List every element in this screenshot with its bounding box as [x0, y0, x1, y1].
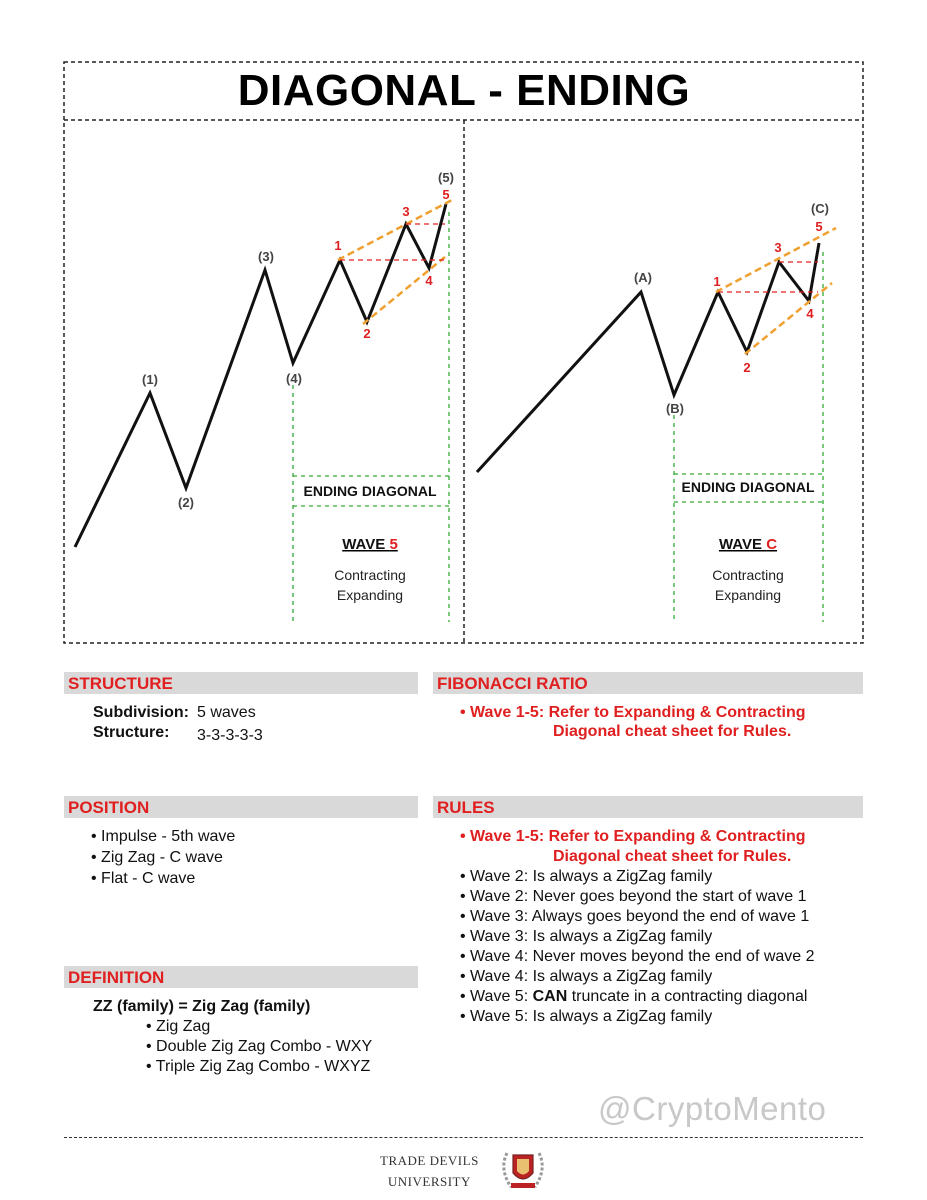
rule-emphasis: CAN — [532, 988, 568, 1005]
definition-item: • Double Zig Zag Combo - WXY — [146, 1038, 373, 1055]
wave-label-b: (B) — [665, 401, 685, 416]
logo-text — [380, 1150, 479, 1192]
sub-wave-label-4: 4 — [806, 306, 814, 321]
sub-wave-label-1: 1 — [334, 238, 342, 253]
definition-lead: ZZ (family) = Zig Zag (family) — [93, 998, 311, 1015]
rule-prefix: • Wave 5: — [460, 988, 533, 1005]
definition-heading: DEFINITION — [68, 968, 165, 987]
sub-wave-label-2: 2 — [363, 326, 371, 341]
position-item: • Impulse - 5th wave — [91, 828, 236, 845]
left-channel-lines — [338, 200, 452, 324]
footer-divider — [64, 1137, 863, 1138]
laurel-crest-icon — [497, 1143, 549, 1195]
definition-heading-bar — [64, 966, 418, 988]
rule-item: • Wave 2: Never goes beyond the start of wave 1 — [460, 888, 807, 905]
wave-label-a: (A) — [633, 270, 653, 285]
wave-prefix: WAVE — [718, 536, 767, 553]
type-contracting: Contracting — [712, 567, 784, 583]
rules-heading: RULES — [437, 798, 495, 817]
position-item: • Flat - C wave — [91, 870, 196, 887]
definition-item: • Triple Zig Zag Combo - WXYZ — [146, 1058, 371, 1075]
sub-wave-label-5: 5 — [815, 219, 823, 234]
page-title: DIAGONAL - ENDING — [237, 66, 691, 115]
rules-heading-bar — [433, 796, 863, 818]
fibonacci-line-1: • Wave 1-5: Refer to Expanding & Contracting — [460, 704, 806, 721]
position-heading-bar — [64, 796, 418, 818]
wave-label-4: (4) — [286, 371, 302, 386]
rules-red-line-1: • Wave 1-5: Refer to Expanding & Contracting — [460, 828, 806, 845]
rule-item: • Wave 5: Is always a ZigZag family — [460, 1008, 713, 1025]
wave-type-label — [342, 536, 398, 553]
wave-type-label — [719, 536, 777, 553]
type-expanding: Expanding — [336, 587, 404, 603]
rule-suffix: truncate in a contracting diagonal — [567, 988, 808, 1005]
type-contracting: Contracting — [334, 567, 406, 583]
wave-label-2: (2) — [178, 495, 194, 510]
rule-item-wave5-truncate — [460, 988, 807, 1006]
subdivision-value: 5 waves — [197, 704, 256, 721]
sub-wave-label-5: 5 — [442, 187, 450, 202]
wave-prefix: WAVE — [342, 536, 390, 553]
wave-label-c: (C) — [810, 201, 830, 216]
type-expanding: Expanding — [714, 587, 782, 603]
subdivision-label: Subdivision: — [93, 704, 189, 721]
sub-wave-label-4: 4 — [425, 273, 433, 288]
wave-label-5: (5) — [438, 170, 454, 185]
watermark: @CryptoMento — [598, 1090, 827, 1127]
sub-wave-label-2: 2 — [743, 360, 751, 375]
wave-label-1: (1) — [142, 372, 158, 387]
wave-id: C — [766, 536, 778, 553]
right-overlap-lines — [718, 262, 818, 292]
logo-line-1: TRADE DEVILS — [380, 1153, 479, 1168]
fibonacci-heading: FIBONACCI RATIO — [437, 674, 588, 693]
structure-heading-bar — [64, 672, 418, 694]
sub-wave-label-1: 1 — [713, 274, 721, 289]
sub-wave-label-3: 3 — [774, 240, 782, 255]
structure-heading: STRUCTURE — [68, 674, 173, 693]
rule-item: • Wave 3: Is always a ZigZag family — [460, 928, 713, 945]
left-wave-diagram — [75, 170, 454, 622]
wave-id: 5 — [389, 536, 398, 553]
rule-item: • Wave 3: Always goes beyond the end of wave 1 — [460, 908, 810, 925]
sub-wave-label-3: 3 — [402, 204, 410, 219]
fibonacci-heading-bar — [433, 672, 863, 694]
rule-item: • Wave 4: Never moves beyond the end of wave 2 — [460, 948, 815, 965]
position-item: • Zig Zag - C wave — [91, 849, 223, 866]
ending-diagonal-box-label: ENDING DIAGONAL — [303, 483, 437, 499]
rule-item: • Wave 4: Is always a ZigZag family — [460, 968, 713, 985]
diagram-frame — [64, 62, 863, 643]
logo-line-2: UNIVERSITY — [387, 1174, 471, 1189]
rule-item: • Wave 2: Is always a ZigZag family — [460, 868, 713, 885]
definition-item: • Zig Zag — [146, 1018, 211, 1035]
ending-diagonal-box-label: ENDING DIAGONAL — [681, 479, 815, 495]
wave-label-3: (3) — [258, 249, 274, 264]
structure-value: 3-3-3-3-3 — [197, 727, 263, 744]
structure-label: Structure: — [93, 724, 170, 741]
rules-red-line-2: Diagonal cheat sheet for Rules. — [553, 848, 792, 865]
position-heading: POSITION — [68, 798, 150, 817]
right-wave-diagram — [477, 201, 836, 622]
fibonacci-line-2: Diagonal cheat sheet for Rules. — [553, 723, 792, 740]
